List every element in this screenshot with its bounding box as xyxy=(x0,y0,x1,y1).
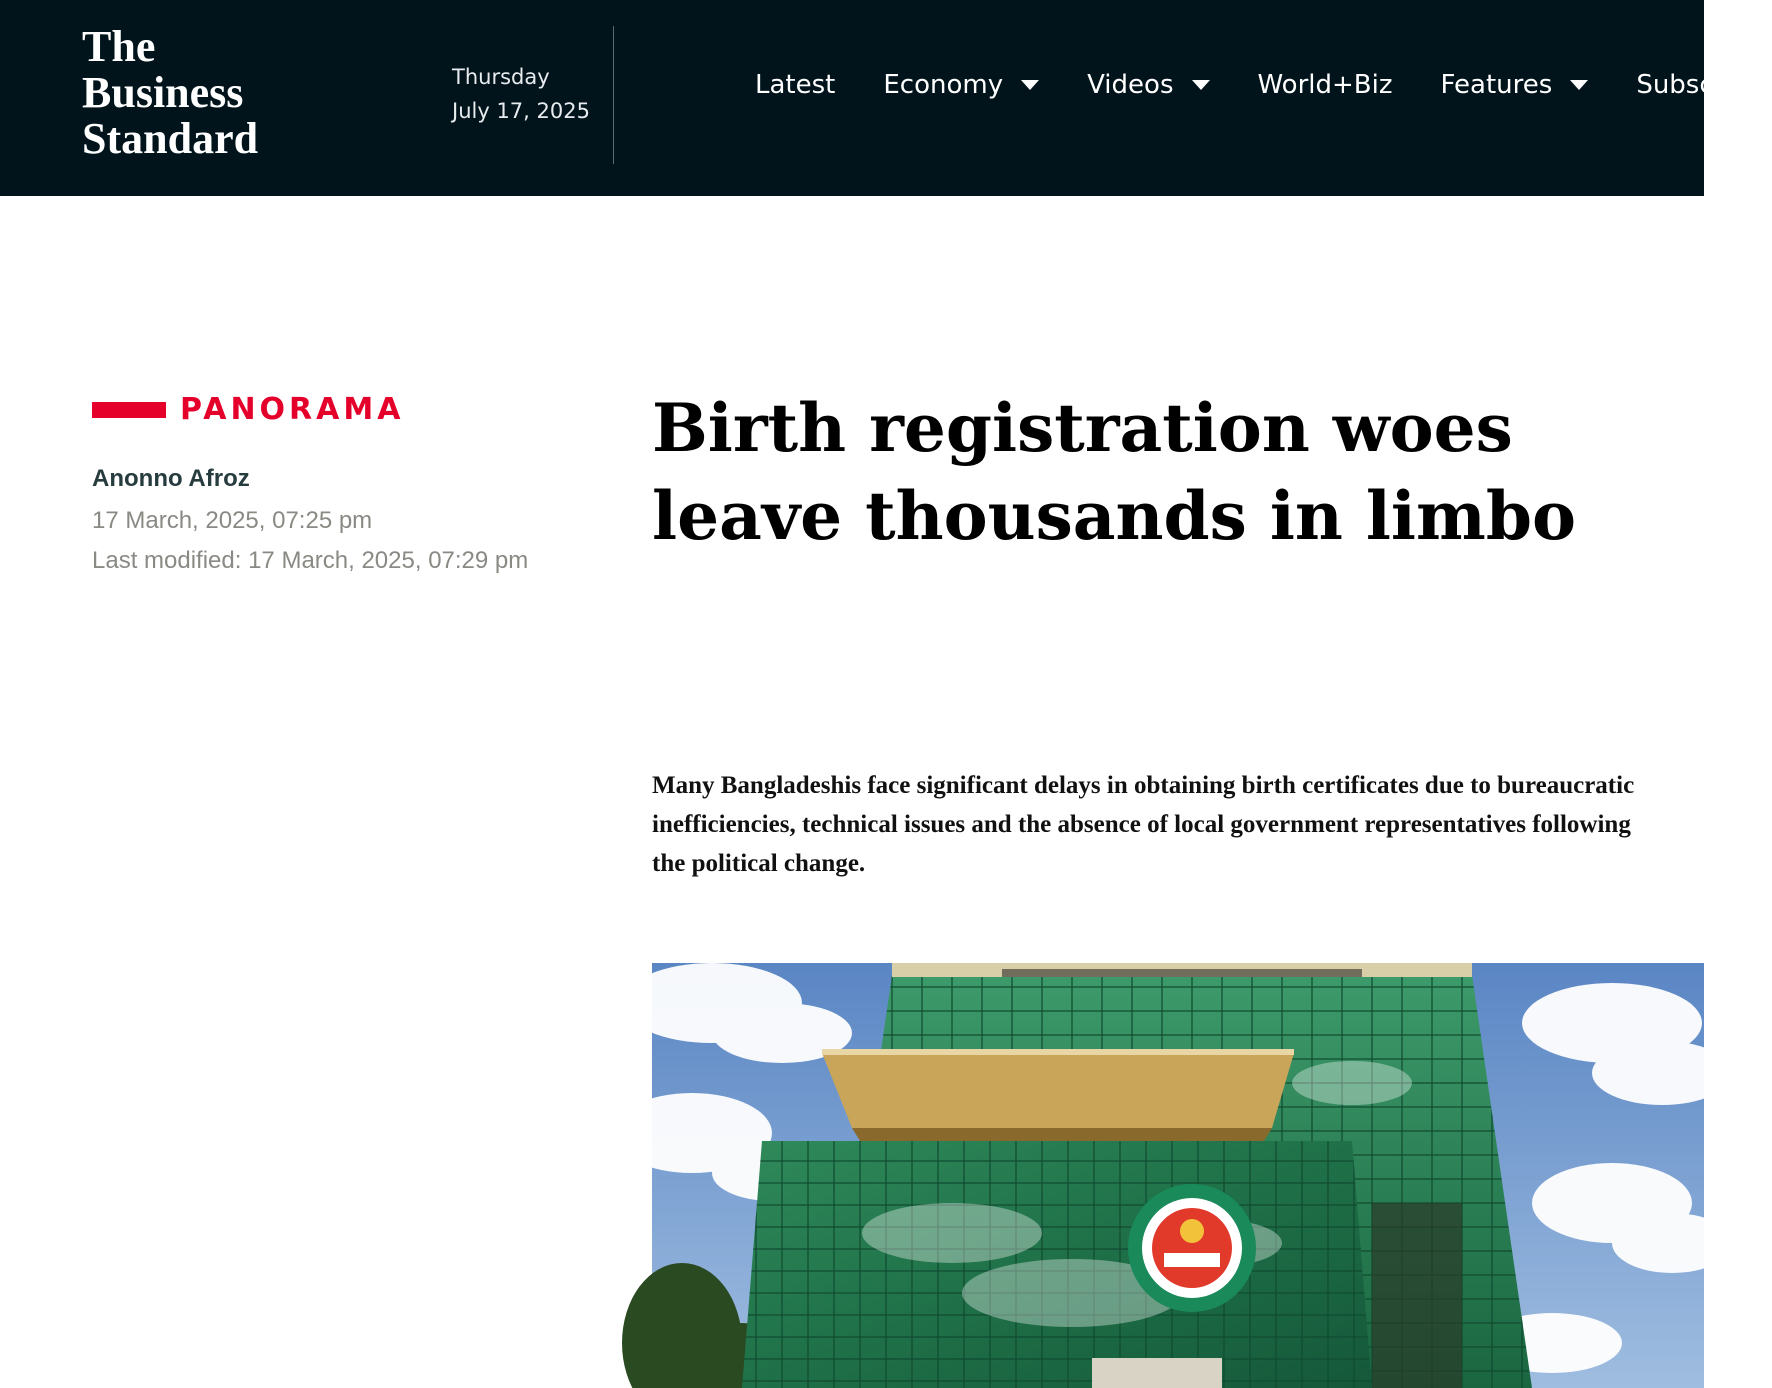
nav-label: Features xyxy=(1440,70,1553,100)
site-header xyxy=(0,0,1725,196)
nav-item-latest[interactable] xyxy=(755,70,835,100)
nav-item-features[interactable] xyxy=(1441,70,1589,100)
main-nav xyxy=(755,70,1772,100)
nav-label: Subscr xyxy=(1636,70,1725,100)
caret-down-icon xyxy=(1021,80,1039,90)
header-date xyxy=(452,60,590,128)
nav-label: Economy xyxy=(883,70,1004,100)
logo-line-2: Business xyxy=(82,68,244,117)
section-tag[interactable] xyxy=(92,392,612,427)
header-divider xyxy=(613,26,614,164)
logo-line-3: Standard xyxy=(82,114,259,163)
hero-image xyxy=(652,963,1704,1388)
caret-down-icon xyxy=(1570,80,1588,90)
header-full-date: July 17, 2025 xyxy=(452,99,590,123)
nav-label: Videos xyxy=(1087,70,1174,100)
nav-label: World+Biz xyxy=(1257,70,1393,100)
nav-item-economy[interactable] xyxy=(883,70,1039,100)
article-summary: Many Bangladeshis face significant delays in obtaining birth certificates due to bureaucratic inefficiencies, technical issues and the absence of local government representatives following the political change. xyxy=(652,772,1635,877)
article-headline: Birth registration woes leave thousands in limbo xyxy=(652,389,1576,555)
published-date: 17 March, 2025, 07:25 pm xyxy=(92,507,373,534)
last-modified-date: Last modified: 17 March, 2025, 07:29 pm xyxy=(92,547,529,574)
section-label: PANORAMA xyxy=(180,392,405,427)
nav-item-videos[interactable] xyxy=(1087,70,1209,100)
nav-label: Latest xyxy=(755,70,836,100)
nav-item-subscribe[interactable] xyxy=(1636,70,1724,100)
header-weekday: Thursday xyxy=(452,65,550,89)
logo-line-1: The xyxy=(82,22,156,71)
author-name[interactable]: Anonno Afroz xyxy=(92,465,250,492)
nav-item-world-biz[interactable] xyxy=(1258,70,1393,100)
city-emblem-icon xyxy=(1128,1184,1256,1312)
article-meta xyxy=(92,392,612,575)
site-logo[interactable] xyxy=(82,24,258,162)
caret-down-icon xyxy=(1192,80,1210,90)
hero-image-graphic xyxy=(652,963,1704,1388)
section-bar-icon xyxy=(92,402,166,418)
